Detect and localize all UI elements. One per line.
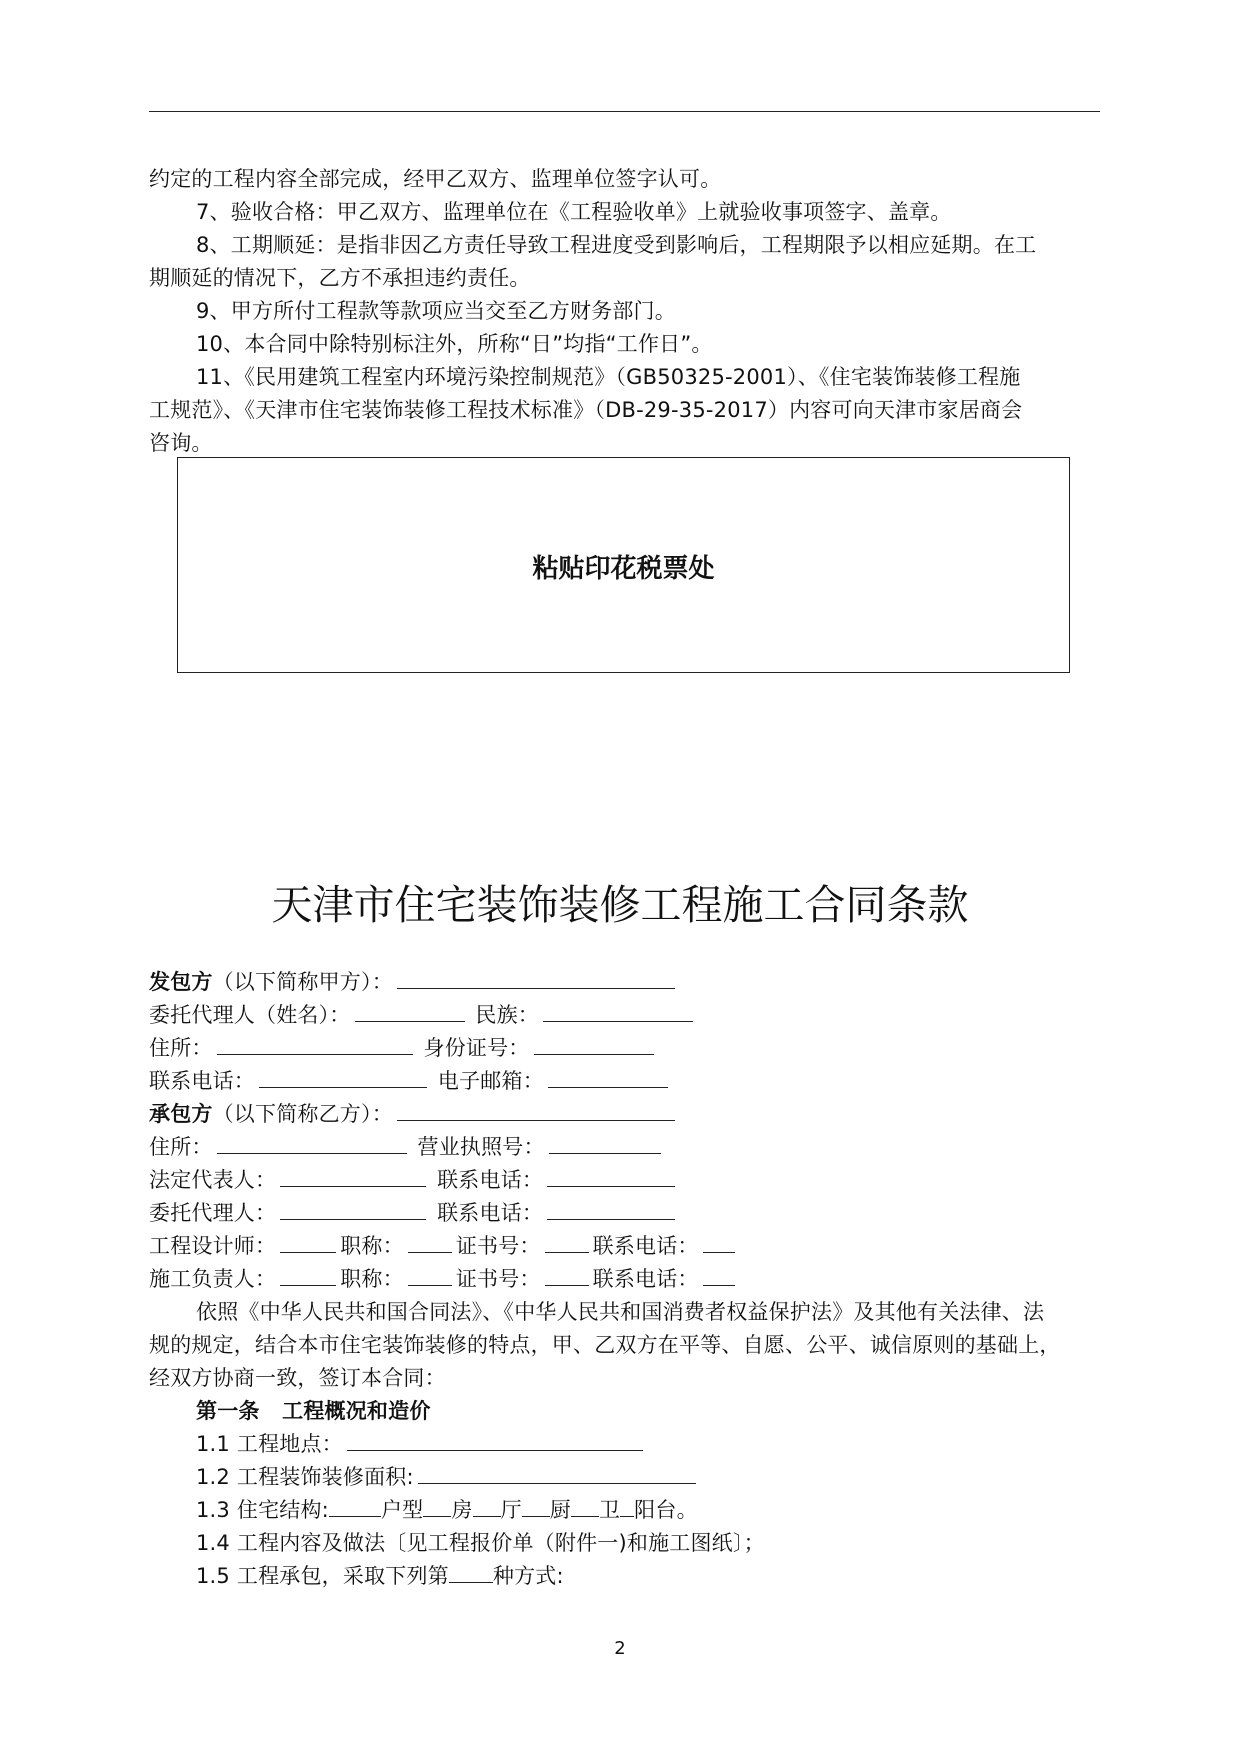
- party-a-note: （以下简称甲方）：: [212, 970, 393, 994]
- ethnicity-label: 民族：: [475, 1003, 539, 1027]
- designer-title-label: 职称：: [340, 1234, 404, 1258]
- supervisor-title-label: 职称：: [340, 1267, 404, 1291]
- email-blank[interactable]: [548, 1067, 668, 1088]
- page-number: 2: [614, 1638, 626, 1659]
- agent-b-phone-blank[interactable]: [547, 1199, 675, 1220]
- clause-1-4: 1.4 工程内容及做法〔见工程报价单（附件一)和施工图纸〕；: [196, 1531, 765, 1555]
- legal-rep-phone-blank[interactable]: [547, 1166, 675, 1187]
- email-label: 电子邮箱：: [437, 1069, 544, 1093]
- preamble-line: 经双方协商一致，签订本合同：: [149, 1366, 446, 1390]
- designer-cert-label: 证书号：: [455, 1234, 541, 1258]
- supervisor-title-blank[interactable]: [408, 1265, 452, 1286]
- agent-b-label: 委托代理人：: [149, 1201, 277, 1225]
- agent-b-blank[interactable]: [280, 1199, 426, 1220]
- continuation-line: 约定的工程内容全部完成，经甲乙双方、监理单位签字认可。: [149, 167, 722, 191]
- supervisor-phone-blank[interactable]: [703, 1265, 735, 1286]
- designer-blank[interactable]: [280, 1232, 336, 1253]
- clause-item-10: 10、本合同中除特别标注外，所称“日”均指“工作日”。: [196, 332, 713, 356]
- balcony-count-blank[interactable]: [620, 1496, 634, 1517]
- supervisor-label: 施工负责人：: [149, 1267, 277, 1291]
- address-b-label: 住所：: [149, 1135, 213, 1159]
- license-label: 营业执照号：: [417, 1135, 545, 1159]
- designer-label: 工程设计师：: [149, 1234, 277, 1258]
- tax-stamp-box: [177, 457, 1070, 673]
- room-label: 房: [451, 1498, 473, 1522]
- clause-item-11-end: 咨询。: [149, 431, 213, 455]
- party-b-note: （以下简称乙方）：: [212, 1102, 393, 1126]
- license-blank[interactable]: [549, 1133, 661, 1154]
- clause-item-11-cont: 工规范》、《天津市住宅装饰装修工程技术标准》（DB-29-35-2017）内容可向天津市家居商会: [149, 398, 1023, 422]
- clause-1-1: [196, 1427, 647, 1461]
- kitchen-label: 厨: [549, 1498, 571, 1522]
- clause-1-3-label: 1.3 住宅结构:: [196, 1498, 329, 1522]
- supervisor-cert-blank[interactable]: [545, 1265, 589, 1286]
- designer-line: [149, 1229, 739, 1263]
- clause-1-5-suffix: 种方式:: [492, 1564, 564, 1588]
- agent-a-label: 委托代理人（姓名）：: [149, 1003, 351, 1027]
- id-number-blank[interactable]: [534, 1034, 654, 1055]
- clause-1-2-label: 1.2 工程装饰装修面积:: [196, 1465, 414, 1489]
- party-a-line: [149, 965, 679, 999]
- clause-1-5: [196, 1559, 564, 1593]
- id-number-label: 身份证号：: [423, 1036, 530, 1060]
- supervisor-cert-label: 证书号：: [455, 1267, 541, 1291]
- agent-b-phone-label: 联系电话：: [437, 1201, 544, 1225]
- legal-rep-blank[interactable]: [280, 1166, 426, 1187]
- legal-rep-line: [149, 1163, 679, 1197]
- designer-phone-blank[interactable]: [703, 1232, 735, 1253]
- header-rule: [149, 111, 1100, 112]
- address-a-blank[interactable]: [217, 1034, 413, 1055]
- address-a-label: 住所：: [149, 1036, 213, 1060]
- designer-title-blank[interactable]: [408, 1232, 452, 1253]
- unit-type-blank[interactable]: [329, 1496, 381, 1517]
- clause-item-8-cont: 期顺延的情况下，乙方不承担违约责任。: [149, 266, 531, 290]
- clause-1-2: [196, 1460, 700, 1494]
- area-blank[interactable]: [418, 1463, 696, 1484]
- phone-a-label: 联系电话：: [149, 1069, 255, 1093]
- unit-type-label: 户型: [380, 1498, 424, 1522]
- clause-item-9: 9、甲方所付工程款等款项应当交至乙方财务部门。: [196, 299, 676, 323]
- hall-label: 厅: [500, 1498, 522, 1522]
- clause-item-8: 8、工期顺延：是指非因乙方责任导致工程进度受到影响后，工程期限予以相应延期。在工: [196, 233, 1037, 257]
- clause-1-3: [196, 1493, 698, 1527]
- party-b-label: 承包方: [149, 1102, 213, 1126]
- clause-1-1-label: 1.1 工程地点：: [196, 1432, 343, 1456]
- clause-item-11: 11、《民用建筑工程室内环境污染控制规范》（GB50325-2001）、《住宅装饰装修工程施: [196, 365, 1021, 389]
- site-address-blank[interactable]: [347, 1430, 643, 1451]
- supervisor-line: [149, 1262, 739, 1296]
- preamble-line: 依照《中华人民共和国合同法》、《中华人民共和国消费者权益保护法》及其他有关法律、法: [196, 1300, 1045, 1324]
- bath-count-blank[interactable]: [571, 1496, 599, 1517]
- address-b-blank[interactable]: [217, 1133, 407, 1154]
- designer-phone-label: 联系电话：: [592, 1234, 699, 1258]
- party-b-line: [149, 1097, 679, 1131]
- address-b-line: [149, 1130, 665, 1164]
- contract-mode-blank[interactable]: [449, 1562, 493, 1583]
- kitchen-count-blank[interactable]: [522, 1496, 550, 1517]
- agent-a-line: [149, 998, 697, 1032]
- hall-count-blank[interactable]: [473, 1496, 501, 1517]
- legal-rep-label: 法定代表人：: [149, 1168, 277, 1192]
- agent-b-line: [149, 1196, 679, 1230]
- party-a-label: 发包方: [149, 970, 213, 994]
- legal-rep-phone-label: 联系电话：: [437, 1168, 544, 1192]
- party-a-blank[interactable]: [397, 968, 675, 989]
- article-1-heading: 第一条 工程概况和造价: [196, 1399, 431, 1423]
- clause-item-7: 7、验收合格：甲乙双方、监理单位在《工程验收单》上就验收事项签字、盖章。: [196, 200, 952, 224]
- bath-label: 卫: [598, 1498, 621, 1522]
- tax-stamp-label: 粘贴印花税票处: [532, 554, 715, 584]
- designer-cert-blank[interactable]: [545, 1232, 589, 1253]
- party-b-blank[interactable]: [397, 1100, 675, 1121]
- phone-a-blank[interactable]: [259, 1067, 427, 1088]
- address-a-line: [149, 1031, 658, 1065]
- balcony-label: 阳台。: [634, 1498, 698, 1522]
- room-count-blank[interactable]: [423, 1496, 451, 1517]
- ethnicity-blank[interactable]: [543, 1001, 693, 1022]
- agent-a-blank[interactable]: [355, 1001, 465, 1022]
- supervisor-phone-label: 联系电话：: [592, 1267, 699, 1291]
- phone-a-line: [149, 1064, 672, 1098]
- contract-title: 天津市住宅装饰装修工程施工合同条款: [271, 881, 969, 929]
- preamble-line: 规的规定，结合本市住宅装饰装修的特点，甲、乙双方在平等、自愿、公平、诚信原则的基础上，: [149, 1333, 1061, 1357]
- clause-1-5-label: 1.5 工程承包，采取下列第: [196, 1564, 449, 1588]
- supervisor-blank[interactable]: [280, 1265, 336, 1286]
